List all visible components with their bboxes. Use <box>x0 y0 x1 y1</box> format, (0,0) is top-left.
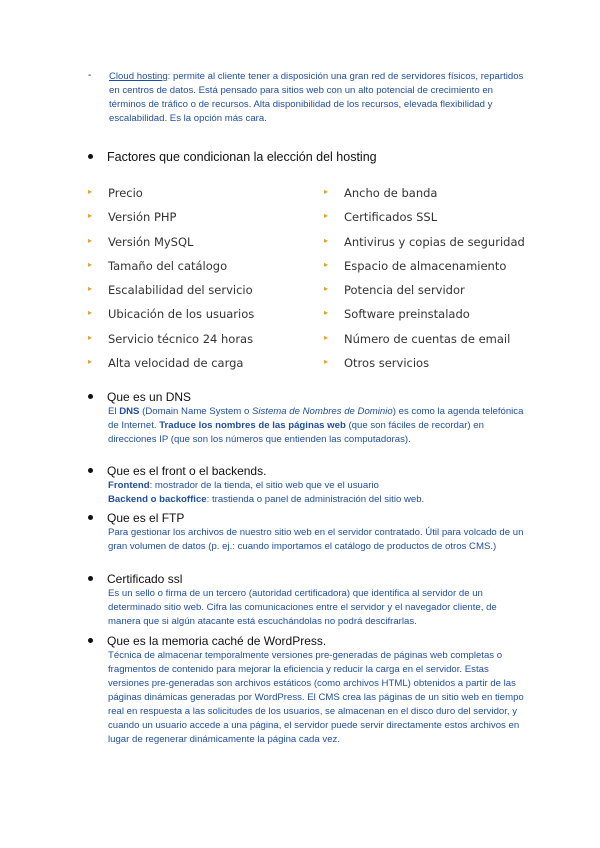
ftp-title-text: Que es el FTP <box>107 511 185 525</box>
ftp-body: Para gestionar los archivos de nuestro sitio web en el servidor contratado. Útil para volcado de un gran volumen de datos (p. ej.: cuando importamos el catálogo de productos de otros CMS.) <box>108 527 524 552</box>
dns-bold: DNS <box>119 406 140 417</box>
orange-bullet-icon: ▸ <box>324 259 329 269</box>
orange-bullet-icon: ▸ <box>324 357 329 367</box>
front-back-section <box>88 463 528 507</box>
front-back-body <box>108 479 528 507</box>
factor-item <box>88 259 254 283</box>
factor-label: Otros servicios <box>344 356 430 371</box>
cache-title <box>88 633 528 649</box>
cache-body: Técnica de almacenar temporalmente versiones pre-generadas de páginas web completas o fragmentos de contenido para mejorar la eficiencia y reducir la carga en el servidor. Estas versiones pre-generadas son archivos estáticos (como archivos HTML) obtenidos a partir de las páginas dinámicas generadas por WordPress. El CMS crea las páginas de un sitio web en tiempo real en respuesta a las solicitudes de los usuarios, se almacenan en el disco duro del servidor, y cuando un usuario accede a una página, el servidor puede servir directamente estos archivos en lugar de regenerar dinámicamente la página cada vez. <box>108 650 524 745</box>
bullet-icon <box>88 576 93 581</box>
factor-item <box>324 283 525 307</box>
dns-title-text: Que es un DNS <box>107 390 192 404</box>
factors-left-column <box>88 186 254 380</box>
factor-item <box>324 210 525 234</box>
cache-section <box>88 633 528 747</box>
factor-label: Tamaño del catálogo <box>108 258 228 273</box>
frontend-line <box>108 479 528 493</box>
orange-bullet-icon: ▸ <box>324 235 329 245</box>
factor-label: Ubicación de los usuarios <box>108 307 255 322</box>
ssl-title-text: Certificado ssl <box>107 572 183 586</box>
factor-label: Software preinstalado <box>344 307 470 322</box>
factor-item <box>88 332 254 356</box>
factor-item <box>324 235 525 259</box>
cloud-hosting-text <box>109 70 528 126</box>
factors-list <box>88 186 528 380</box>
bullet-icon <box>88 154 93 159</box>
dns-section <box>88 389 528 447</box>
backend-description: : trastienda o panel de administración del sitio web. <box>206 494 425 505</box>
factor-label: Potencia del servidor <box>344 283 465 298</box>
bullet-icon <box>88 394 93 399</box>
factors-heading <box>88 150 377 164</box>
factor-label: Certificados SSL <box>344 210 438 225</box>
factor-label: Precio <box>108 186 143 200</box>
factors-right-column <box>324 186 525 380</box>
cache-title-text: Que es la memoria caché de WordPress. <box>107 634 327 648</box>
ssl-body: Es un sello o firma de un tercero (autoridad certificadora) que identifica al servidor de un determinado sitio web. Cifra las comunicaciones entre el servidor y el navegador cliente, de manera que si algún atacante está escuchándolas no podrá descifrarlas. <box>108 588 497 627</box>
dns-body <box>108 405 528 447</box>
backend-line <box>108 493 528 507</box>
cloud-hosting-term[interactable]: Cloud hosting <box>109 71 168 82</box>
backend-term: Backend o backoffice <box>108 494 207 505</box>
orange-bullet-icon: ▸ <box>88 284 93 294</box>
factor-label: Escalabilidad del servicio <box>108 283 253 298</box>
orange-bullet-icon: ▸ <box>324 211 329 221</box>
ssl-section <box>88 571 528 629</box>
factor-item <box>88 283 254 307</box>
orange-bullet-icon: ▸ <box>88 308 93 318</box>
factor-item <box>88 235 254 259</box>
front-back-title-text: Que es el front o el backends. <box>107 464 267 478</box>
factor-item <box>324 307 525 331</box>
bullet-icon <box>88 515 93 520</box>
dns-text: (Domain Name System o <box>139 406 252 417</box>
orange-bullet-icon: ▸ <box>88 211 93 221</box>
orange-bullet-icon: ▸ <box>88 235 93 245</box>
bullet-icon <box>88 468 93 473</box>
bullet-icon <box>88 638 93 643</box>
dns-text: (que son fáciles de recordar) en direcciones IP (que son los números que entienden las computadoras). <box>108 420 484 445</box>
ftp-title <box>88 510 528 526</box>
factor-item <box>88 356 254 380</box>
factor-item <box>88 186 254 210</box>
ftp-section <box>88 510 528 554</box>
factor-label: Espacio de almacenamiento <box>344 258 507 273</box>
factor-item <box>88 307 254 331</box>
cloud-hosting-paragraph <box>88 70 528 126</box>
dash-marker: - <box>88 70 92 81</box>
dns-title <box>88 389 528 405</box>
orange-bullet-icon: ▸ <box>88 259 93 269</box>
cloud-hosting-description: : permite al cliente tener a disposición una gran red de servidores físicos, repartidos en centros de datos. Está pensado para sitios web con un alto potencial de crecimiento en términos de tráfico o de recursos. Alta disponibilidad de los recursos, elevada flexibilidad y escalabilidad. Es la opción más cara. <box>109 71 524 124</box>
factor-item <box>88 210 254 234</box>
frontend-term: Frontend <box>108 480 150 491</box>
front-back-title <box>88 463 528 479</box>
dns-text: ) es como la agenda telefónica de Internet. <box>108 406 524 431</box>
orange-bullet-icon: ▸ <box>324 284 329 294</box>
orange-bullet-icon: ▸ <box>324 332 329 342</box>
dns-italic: Sistema de Nombres de Dominio <box>251 406 393 417</box>
factor-label: Versión MySQL <box>108 234 194 249</box>
dns-text: El <box>108 406 120 417</box>
factors-heading-text: Factores que condicionan la elección del hosting <box>107 150 377 164</box>
factor-item <box>324 259 525 283</box>
orange-bullet-icon: ▸ <box>324 308 329 318</box>
factor-label: Servicio técnico 24 horas <box>108 331 254 346</box>
factor-label: Antivirus y copias de seguridad <box>344 234 525 249</box>
ssl-title <box>88 571 528 587</box>
orange-bullet-icon: ▸ <box>88 357 93 367</box>
factor-label: Ancho de banda <box>344 186 438 200</box>
dns-bold: Traduce los nombres de las páginas web <box>159 420 346 431</box>
orange-bullet-icon: ▸ <box>324 187 329 196</box>
factor-label: Alta velocidad de carga <box>108 356 244 371</box>
factor-item <box>324 186 525 210</box>
frontend-description: : mostrador de la tienda, el sitio web que ve el usuario <box>149 480 379 491</box>
orange-bullet-icon: ▸ <box>88 332 93 342</box>
factor-label: Versión PHP <box>108 210 177 225</box>
orange-bullet-icon: ▸ <box>88 187 93 196</box>
factor-item <box>324 356 525 380</box>
factor-item <box>324 332 525 356</box>
factor-label: Número de cuentas de email <box>344 331 511 346</box>
